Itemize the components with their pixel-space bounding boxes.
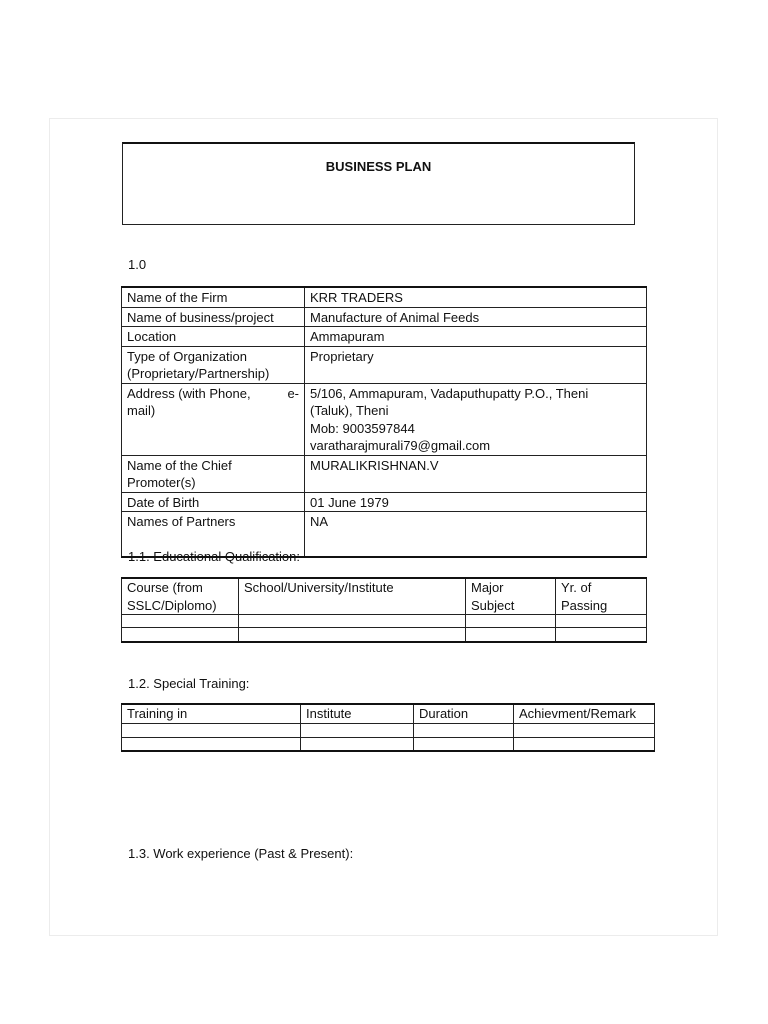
table-header-row: [122, 704, 655, 723]
education-table: [121, 577, 647, 643]
business-label: Name of business/project: [122, 307, 305, 327]
table-row: [122, 628, 647, 642]
table-row: [122, 327, 647, 347]
address-label: Address (with Phone, e- mail): [122, 383, 305, 455]
title-box: [122, 142, 635, 225]
col-major: Major Subject: [466, 578, 556, 615]
dob-label: Date of Birth: [122, 492, 305, 512]
table-row: [122, 307, 647, 327]
firm-name-value: KRR TRADERS: [305, 287, 647, 307]
col-achievement: Achievment/Remark: [514, 704, 655, 723]
partners-value: NA: [305, 512, 647, 557]
table-row: [122, 346, 647, 383]
business-value: Manufacture of Animal Feeds: [305, 307, 647, 327]
address-value: 5/106, Ammapuram, Vadaputhupatty P.O., Theni (Taluk), Theni Mob: 9003597844 varatharajmurali79@gmail.com: [305, 383, 647, 455]
promoter-label: Name of the Chief Promoter(s): [122, 455, 305, 492]
promoter-value: MURALIKRISHNAN.V: [305, 455, 647, 492]
col-year: Yr. of Passing: [556, 578, 647, 615]
table-row: [122, 455, 647, 492]
org-type-value: Proprietary: [305, 346, 647, 383]
document-title: BUSINESS PLAN: [325, 159, 432, 174]
col-institute: Institute: [301, 704, 414, 723]
training-table: [121, 703, 655, 752]
location-label: Location: [122, 327, 305, 347]
section-number: 1.0: [128, 257, 147, 272]
col-course: Course (from SSLC/Diplomo): [122, 578, 239, 615]
table-row: [122, 737, 655, 751]
table-row: [122, 383, 647, 455]
table-row: [122, 492, 647, 512]
firm-name-label: Name of the Firm: [122, 287, 305, 307]
col-school: School/University/Institute: [239, 578, 466, 615]
firm-details-table: [121, 286, 647, 558]
training-heading: 1.2. Special Training:: [128, 676, 250, 691]
education-heading: 1.1. Educational Qualification:: [128, 549, 300, 564]
table-row: [122, 287, 647, 307]
org-type-label: Type of Organization (Proprietary/Partnership): [122, 346, 305, 383]
table-row: [122, 615, 647, 628]
col-duration: Duration: [414, 704, 514, 723]
work-experience-heading: 1.3. Work experience (Past & Present):: [128, 846, 354, 861]
table-row: [122, 723, 655, 737]
table-header-row: [122, 578, 647, 615]
location-value: Ammapuram: [305, 327, 647, 347]
dob-value: 01 June 1979: [305, 492, 647, 512]
col-training-in: Training in: [122, 704, 301, 723]
partners-label: Names of Partners: [122, 512, 305, 557]
